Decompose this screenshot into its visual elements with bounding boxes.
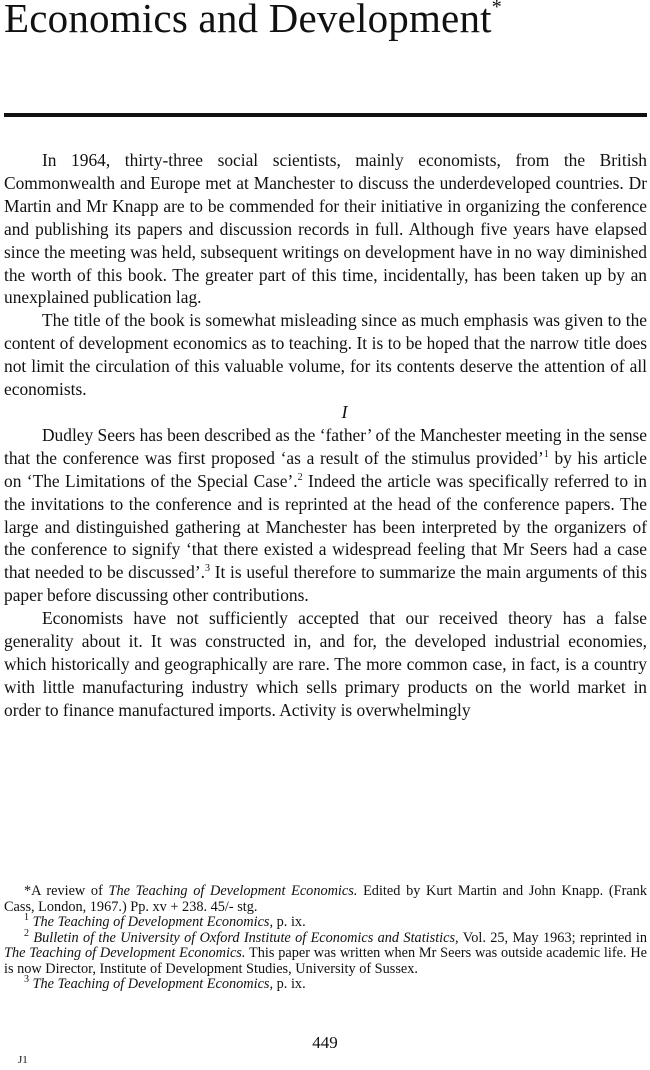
footnote-2-book: The Teaching of Development Economics. xyxy=(4,945,246,961)
footnote-3 xyxy=(4,974,647,993)
footnote-2-rest: This paper was written when Mr Seers was outside academic life. He is now Director, Institute of Development Studies, University of Sussex. xyxy=(4,945,647,977)
footnote-ref-1[interactable]: 1 xyxy=(543,448,549,460)
footnote-2-mid: Vol. 25, May 1963; reprinted in xyxy=(458,929,647,946)
printer-signature-mark: J1 xyxy=(18,1054,28,1066)
footnote-ref-2[interactable]: 2 xyxy=(297,471,303,483)
footnote-2-mark: 2 xyxy=(24,927,29,939)
title-rule xyxy=(4,113,647,117)
paragraph-3 xyxy=(4,424,647,607)
paragraph-1: In 1964, thirty-three social scientists, mainly economists, from the British Commonwealth and Europe met at Manchester to discuss the underdeveloped countries. Dr Martin and Mr Knapp are to be commended for their initiative in organizing the conference and publishing its papers and discussion records in full. Although five years have elapsed since the meeting was held, subsequent writings on development have in no way diminished the worth of this book. The greater part of this time, incidentally, has been taken up by an unexplained publication lag. xyxy=(4,150,647,308)
footnote-1-title: The Teaching of Development Economics, xyxy=(32,914,274,930)
footnote-3-mark: 3 xyxy=(24,974,29,986)
article-body xyxy=(4,149,647,722)
title-footnote-mark: * xyxy=(491,0,502,19)
paragraph-3-part-b: by his article on ‘The Limitations of the Special Case’. xyxy=(4,447,648,491)
footnote-1 xyxy=(4,912,647,931)
footnote-star-pre: A review of xyxy=(31,883,109,899)
paragraph-3-part-c: Indeed the article was specifically referred to in the invitations to the conference and is reprinted at the head of the conference papers. The large and distinguished gathering at Manchester has been interpreted by the organizers of the conference to signify ‘that there existed a widespread feeling that Mr Seers had a case that needed to be discussed’. xyxy=(4,470,647,583)
footnote-ref-3[interactable]: 3 xyxy=(204,563,210,575)
footnote-1-rest: p. ix. xyxy=(273,914,306,930)
footnote-star-mark: * xyxy=(24,883,32,899)
paragraph-2: The title of the book is somewhat misleading since as much emphasis was given to the content of development economics as to teaching. It is to be hoped that the narrow title does not limit the circulation of this valuable volume, for its contents deserve the attention of all economists. xyxy=(4,310,647,400)
paragraph-3-part-d: It is useful therefore to summarize the main arguments of this paper before discussing other contributions. xyxy=(4,562,647,606)
page-number: 449 xyxy=(312,1033,338,1052)
footnotes xyxy=(4,884,647,993)
footnote-3-rest: p. ix. xyxy=(273,976,306,992)
article-title xyxy=(4,0,502,42)
footnote-3-title: The Teaching of Development Economics, xyxy=(32,976,274,992)
footnote-star-post: Edited by Kurt Martin and John Knapp. (Frank Cass, London, 1967.) Pp. xv + 238. 45/- stg. xyxy=(4,883,647,915)
section-heading: I xyxy=(341,401,348,422)
footnote-2-journal: Bulletin of the University of Oxford Institute of Economics and Statistics, xyxy=(33,929,459,946)
footnote-star xyxy=(4,884,647,915)
title-text: Economics and Development xyxy=(4,0,492,41)
footnote-1-mark: 1 xyxy=(24,912,29,924)
footnote-2 xyxy=(4,927,647,978)
paragraph-4: Economists have not sufficiently accepted that our received theory has a false generality about it. It was constructed in, and for, the developed industrial economies, which historically and geographically are rare. The more common case, in fact, is a country with little manufacturing industry which sells primary products on the world market in order to finance manufactured imports. Activity is overwhelmingly xyxy=(4,608,647,720)
footnote-star-book: The Teaching of Development Economics. xyxy=(108,883,358,899)
paragraph-3-part-a: Dudley Seers has been described as the ‘father’ of the Manchester meeting in the sense that the conference was first proposed ‘as a result of the stimulus provided’ xyxy=(4,424,647,468)
